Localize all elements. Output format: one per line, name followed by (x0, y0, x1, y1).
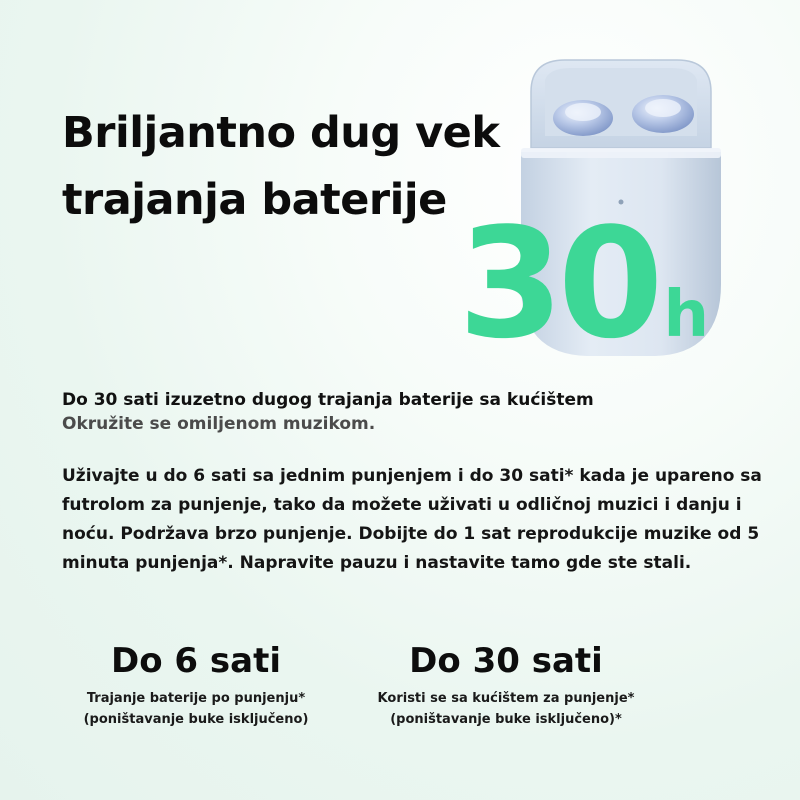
page-title-line-2: trajanja baterije (62, 175, 447, 225)
stat-description-line-2: (poništavanje buke isključeno) (83, 712, 309, 727)
page-title (62, 100, 499, 234)
stat-description (378, 688, 635, 730)
lead-headline: Do 30 sati izuzetno dugog trajanja baterije sa kućištem (62, 390, 594, 410)
page-title-line-1: Briljantno dug vek (62, 108, 500, 158)
battery-hours-highlight (458, 195, 710, 372)
stat-description-line-2: (poništavanje buke isključeno)* (390, 712, 622, 727)
stat-value: Do 6 sati (111, 641, 281, 681)
description-paragraph: Uživajte u do 6 sati sa jednim punjenjem i do 30 sati* kada je upareno sa futrolom za punjenje, tako da možete uživati u odličnoj muzici i danju i noću. Podržava brzo punjenje. Dobijte do 1 sat reprodukcije muzike od 5 minuta punjenja*. Napravite pauzu i nastavite tamo gde ste stali. (62, 466, 762, 573)
stat-value: Do 30 sati (409, 641, 603, 681)
stat-description-line-1: Koristi se sa kućištem za punjenje* (377, 691, 635, 706)
stat-description (84, 688, 309, 730)
lead-text (62, 388, 762, 436)
battery-hours-number: 30 (458, 195, 658, 372)
stat-description-line-1: Trajanje baterije po punjenju* (86, 691, 306, 706)
battery-hours-unit: h (663, 278, 710, 352)
lead-subheadline: Okružite se omiljenom muzikom. (62, 414, 376, 434)
stat-with-case (378, 640, 635, 730)
stat-single-charge (84, 640, 309, 730)
